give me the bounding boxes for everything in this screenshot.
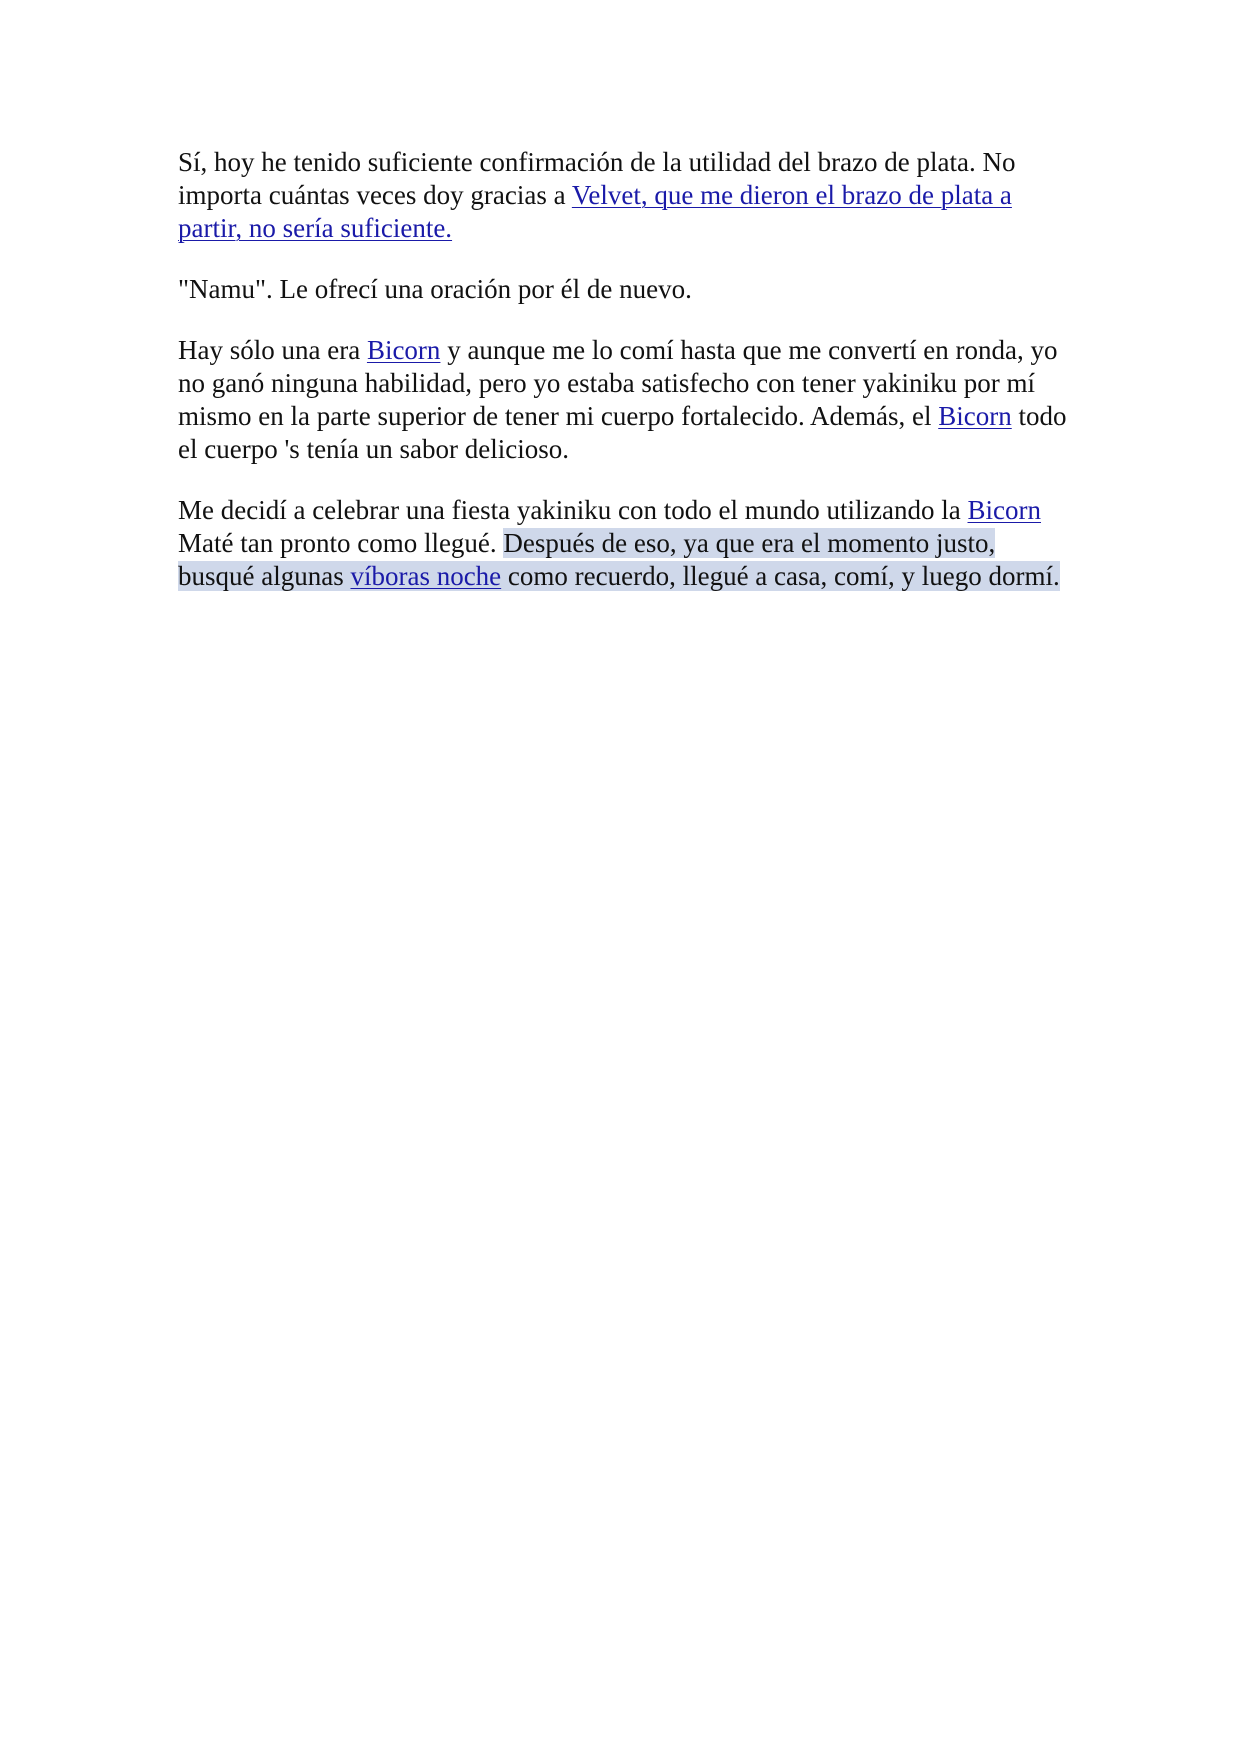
paragraph-text: Maté tan pronto como llegué. (178, 528, 504, 558)
paragraph-text: Hay sólo una era (178, 335, 367, 365)
paragraph-text: Me decidí a celebrar una fiesta yakiniku con todo el mundo utilizando la (178, 495, 968, 525)
paragraph-text: todo el cuerpo 's tenía un sabor delicioso. (178, 401, 1067, 464)
paragraph-2 (178, 273, 1078, 306)
paragraph-text: "Namu". Le ofrecí una oración por él de nuevo. (178, 274, 692, 304)
paragraph-3 (178, 334, 1078, 466)
paragraph-text: Sí, hoy he tenido suficiente confirmación de la utilidad del brazo de plata. No importa cuántas veces doy gracias a (178, 147, 1016, 210)
paragraph-text: como recuerdo, llegué a casa, comí, y luego dormí. (501, 561, 1060, 591)
document-body (178, 146, 1078, 621)
viboras-noche-link[interactable]: víboras noche (350, 561, 502, 591)
paragraph-1 (178, 146, 1078, 245)
bicorn-link[interactable]: Bicorn (366, 335, 441, 365)
velvet-link[interactable]: Velvet, que me dieron el brazo de plata a partir, no sería suficiente. (178, 180, 1012, 243)
paragraph-4 (178, 494, 1078, 593)
bicorn-link[interactable]: Bicorn (967, 495, 1041, 525)
paragraph-text: Después de eso, ya que era el momento justo, busqué algunas (178, 528, 996, 591)
paragraph-text: y aunque me lo comí hasta que me convertí en ronda, yo no ganó ninguna habilidad, pero yo estaba satisfecho con tener yakiniku por mí mismo en la parte superior de tener mi cuerpo fortalecido. Además, el (178, 335, 1058, 431)
bicorn-link[interactable]: Bicorn (938, 401, 1012, 431)
